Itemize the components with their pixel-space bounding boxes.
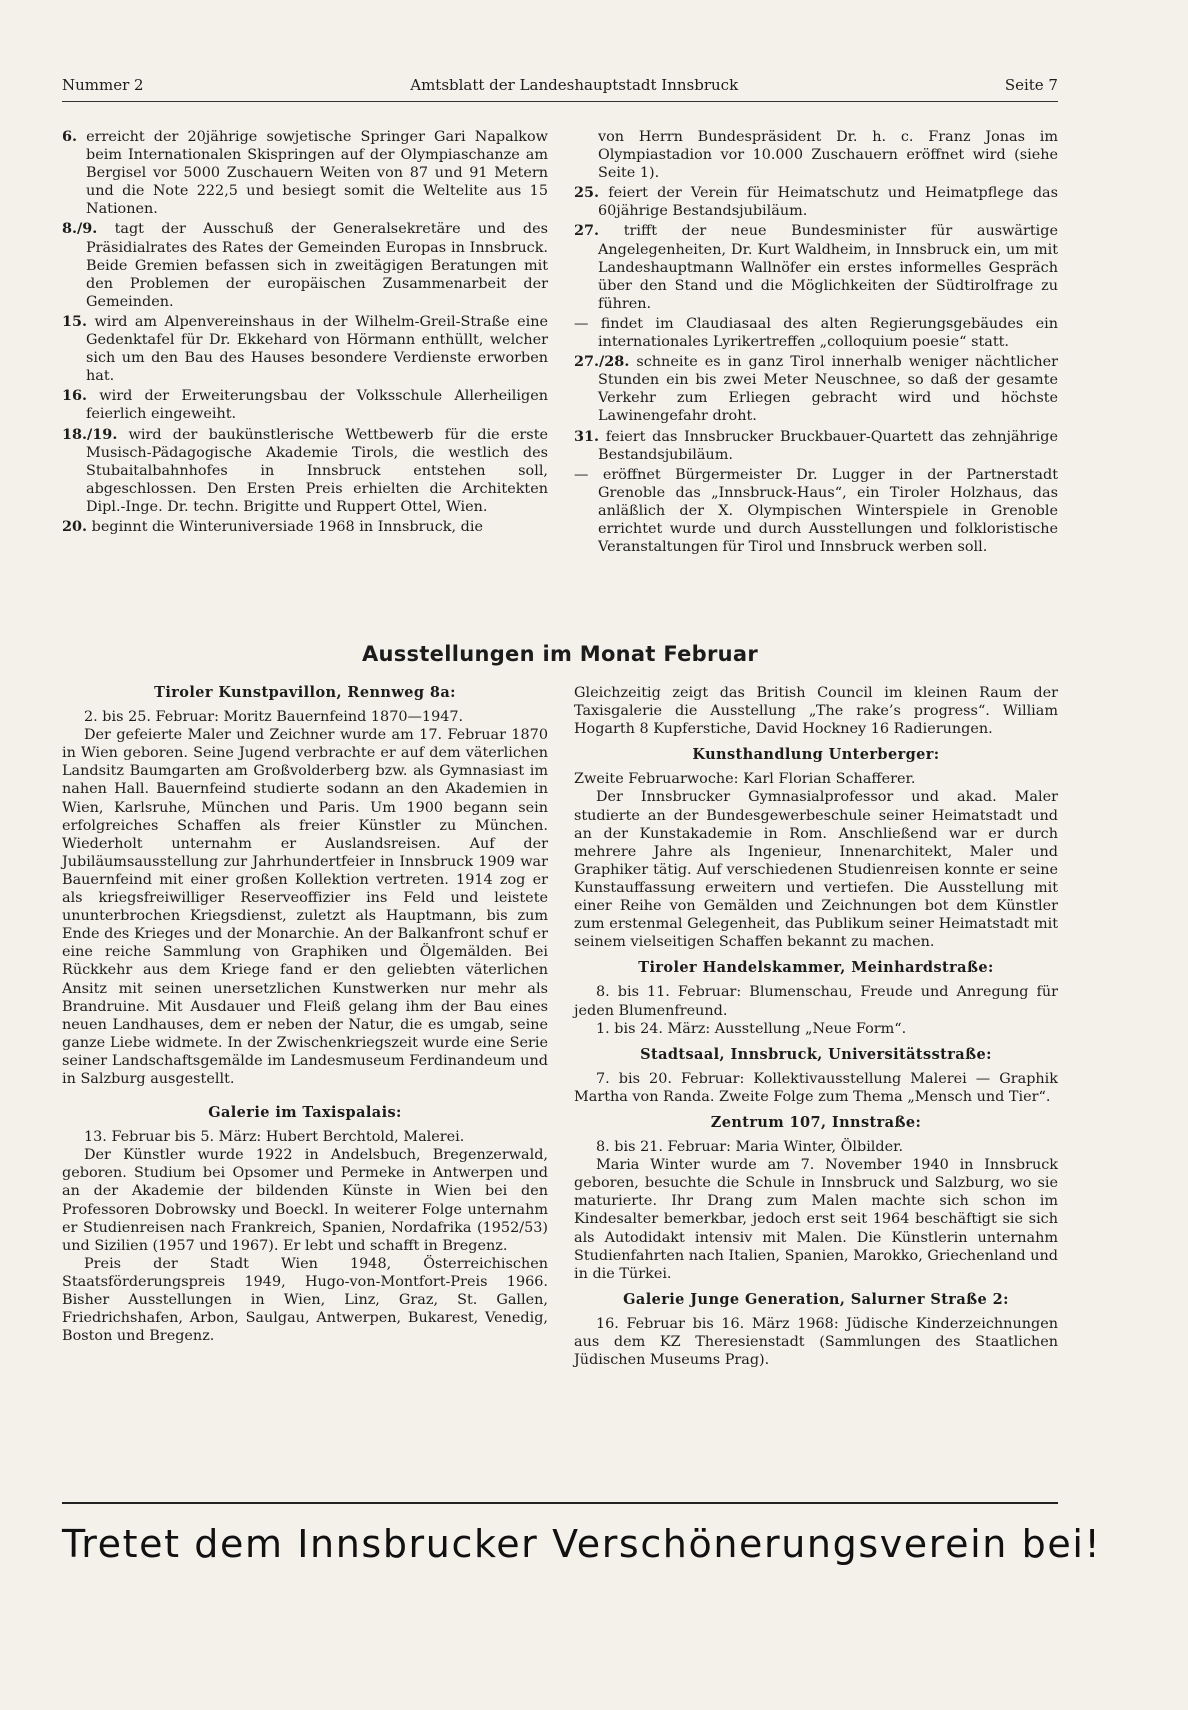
handelskammer-heading: Tiroler Handelskammer, Meinhardstraße:	[638, 959, 994, 977]
chronicle-entry-text: beginnt die Winteruniversiade 1968 in Innsbruck, die	[91, 518, 483, 535]
chronicle-entry	[62, 313, 548, 385]
taxispalais-heading: Galerie im Taxispalais:	[208, 1104, 402, 1122]
stadtsaal-heading: Stadtsaal, Innsbruck, Universitätsstraße:	[640, 1045, 992, 1063]
chronicle-right-column	[574, 128, 1058, 558]
zentrum-dates: 8. bis 21. Februar: Maria Winter, Ölbilder.	[596, 1139, 904, 1156]
chronicle-entry	[574, 315, 1058, 351]
taxispalais-text-1: Der Künstler wurde 1922 in Andelsbuch, Bregenzerwald, geboren. Studium bei Opsomer und Permeke in Antwerpen und an der Akademie der bildenden Künste in Wien bei den Professoren Dobrowsky und Boeckl. In weiterer Folge unternahm er Studienreisen nach Frankreich, Spanien, Nordafrika (1952/53) und Sizilien (1957 und 1967). Er lebt und schafft in Bregenz.	[62, 1147, 548, 1254]
chronicle-entry-text: trifft der neue Bundesminister für auswärtige Angelegenheiten, Dr. Kurt Waldheim, in Innsbruck ein, um mit Landeshauptmann Wallnöfer ein erstes informelles Gespräch über den Stand und die Möglichkeiten der Südtirolfrage zu führen.	[598, 223, 1058, 312]
chronicle-entry-date: 31.	[574, 427, 600, 445]
junge-generation-text: 16. Februar bis 16. März 1968: Jüdische Kinderzeichnungen aus dem KZ Theresienstadt (Sammlungen des Staatlichen Jüdischen Museums Prag).	[574, 1315, 1058, 1369]
chronicle-entry-date: 27./28.	[574, 353, 630, 371]
exhibitions-heading: Ausstellungen im Monat Februar	[361, 642, 759, 666]
kunstpavillon-text: Der gefeierte Maler und Zeichner wurde am 17. Februar 1870 in Wien geboren. Seine Jugend verbrachte er auf dem väterlichen Landsitz Baumgarten am Großvolderberg bzw. als Gymnasiast im nahen Hall. Bauernfeind studierte sodann an den Akademien in Wien, Karlsruhe, München und Paris. Um 1900 begann sein erfolgreiches Schaffen als freier Künstler zu München. Wiederholt unternahm er Auslandsreisen. Auf der Jubiläumsausstellung zur Jahrhundertfeier in Innsbruck 1909 war Bauernfeind mit einer großen Kollektion vertreten. 1914 zog er als kriegsfreiwilliger Reserveoffizier ins Feld und leistete ununterbrochen Kriegsdienst, zuletzt als Hauptmann, bis zum Ende des Krieges und der Monarchie. An der Balkanfront schuf er eine reiche Sammlung von Graphiken und Ölgemälden. Bei Rückkehr aus dem Kriege fand er den geliebten väterlichen Ansitz mit seinen unersetzlichen Kunstwerken nur mehr als Brandruine. Mit Ausdauer und Fleiß gelang ihm der Bau eines neuen Landhauses, dem er neben der Natur, die es umgab, seine ganze Liebe widmete. In der Zwischenkriegszeit wurde eine Serie seiner Landschaftsgemälde im Landesmuseum Ferdinandeum und in Salzburg ausgestellt.	[62, 727, 548, 1087]
chronicle-entry	[574, 128, 1058, 182]
slogan: Tretet dem Innsbrucker Verschönerungsverein bei!	[62, 1522, 1102, 1566]
chronicle-entry	[62, 426, 548, 516]
chronicle-entry-text: wird der Erweiterungsbau der Volksschule Allerheiligen feierlich eingeweiht.	[86, 388, 548, 423]
chronicle-entry-date: —	[574, 315, 589, 332]
chronicle-entry-date: 18./19.	[62, 425, 118, 443]
unterberger-dates: Zweite Februarwoche: Karl Florian Schafferer.	[574, 771, 916, 788]
exhibitions-right-column	[574, 684, 1058, 1369]
chronicle-entry-text: von Herrn Bundespräsident Dr. h. c. Franz Jonas im Olympiastadion vor 10.000 Zuschauern eröffnet wird (siehe Seite 1).	[598, 129, 1058, 182]
chronicle-entry	[62, 387, 548, 423]
chronicle-entry-text: feiert der Verein für Heimatschutz und Heimatpflege das 60jährige Bestandsjubiläum.	[598, 185, 1058, 220]
kunstpavillon-dates: 2. bis 25. Februar: Moritz Bauernfeind 1870—1947.	[84, 709, 464, 726]
chronicle-entry-text: wird der baukünstlerische Wettbewerb für die erste Musisch-Pädagogische Akademie Tirols, die westlich des Stubaitalbahnhofes in Innsbruck entstehen soll, abgeschlossen. Den Ersten Preis erhielten die Architekten Dipl.-Inge. Dr. techn. Brigitte und Ruppert Ottel, Wien.	[86, 426, 548, 515]
junge-generation-heading: Galerie Junge Generation, Salurner Straße 2:	[623, 1290, 1009, 1308]
zentrum-text: Maria Winter wurde am 7. November 1940 in Innsbruck geboren, besuchte die Schule in Innsbruck und Salzburg, wo sie maturierte. Ihr Drang zum Malen machte sich schon im Kindesalter bemerkbar, jedoch erst seit 1964 beschäftigt sie sich als Autodidakt intensiv mit Malen. Die Künstlerin unternahm Studienfahrten nach Italien, Spanien, Marokko, Griechenland und in die Türkei.	[574, 1157, 1058, 1282]
taxispalais-text-2: Preis der Stadt Wien 1948, Österreichischen Staatsförderungspreis 1949, Hugo-von-Montfort-Preis 1966. Bisher Ausstellungen in Wien, Linz, Graz, St. Gallen, Friedrichshafen, Arbon, Saulgau, Antwerpen, Bukarest, Venedig, Boston und Bregenz.	[62, 1255, 548, 1345]
page-header	[62, 76, 1058, 98]
chronicle-entry	[62, 128, 548, 218]
exhibitions-left-column	[62, 684, 548, 1345]
chronicle-entry-date: 16.	[62, 387, 88, 405]
chronicle-entry-date: 8./9.	[62, 220, 98, 238]
chronicle-entry-text: findet im Claudiasaal des alten Regierungsgebäudes ein internationales Lyrikertreffen „colloquium poesie“ statt.	[598, 315, 1059, 351]
page-number: Seite 7	[1004, 76, 1058, 94]
bottom-rule	[62, 1502, 1058, 1504]
kunstpavillon-heading: Tiroler Kunstpavillon, Rennweg 8a:	[154, 684, 456, 701]
chronicle-entry	[62, 518, 548, 536]
issue-number: Nummer 2	[62, 76, 144, 94]
handelskammer-line-1: 8. bis 11. Februar: Blumenschau, Freude und Anregung für jeden Blumenfreund.	[574, 984, 1058, 1019]
chronicle-entry	[574, 184, 1058, 220]
chronicle-entry-date: 6.	[62, 128, 78, 145]
chronicle-entry-date: —	[574, 466, 589, 483]
chronicle-entry-text: tagt der Ausschuß der Generalsekretäre und des Präsidialrates des Rates der Gemeinden Europas in Innsbruck. Beide Gremien befassen sich in zweitägigen Beratungen mit den Problemen der europäischen Zusammenarbeit der Gemeinden.	[86, 221, 549, 310]
chronicle-entry	[574, 353, 1058, 425]
unterberger-heading: Kunsthandlung Unterberger:	[692, 746, 940, 764]
unterberger-text: Der Innsbrucker Gymnasialprofessor und akad. Maler studierte an der Bundesgewerbeschule seiner Heimatstadt und an der Kunstakademie in Rom. Anschließend war er durch mehrere Jahre als Ingenieur, Innenarchitekt, Maler und Graphiker tätig. Auf verschiedenen Studienreisen konnte er seine Kunstauffassung erweitern und vertiefen. Die Ausstellung mit einer Reihe von Gemälden und Zeichnungen bot dem Künstler zum erstenmal Gelegenheit, das Publikum seiner Heimatstadt mit seinem vielseitigen Schaffen bekannt zu machen.	[574, 789, 1058, 951]
taxispalais-dates: 13. Februar bis 5. März: Hubert Berchtold, Malerei.	[84, 1129, 465, 1146]
chronicle-entry	[574, 466, 1058, 556]
publication-title: Amtsblatt der Landeshauptstadt Innsbruck	[410, 76, 739, 94]
chronicle-left-column	[62, 128, 548, 538]
header-rule	[62, 101, 1058, 102]
chronicle-entry	[62, 220, 548, 310]
chronicle-entry-date: 25.	[574, 184, 600, 202]
handelskammer-line-2: 1. bis 24. März: Ausstellung „Neue Form“.	[596, 1020, 907, 1037]
british-council-text: Gleichzeitig zeigt das British Council im kleinen Raum der Taxisgalerie die Ausstellung „The rake’s progress“. William Hogarth 8 Kupferstiche, David Hockney 16 Radierungen.	[574, 685, 1058, 738]
chronicle-entry-text: feiert das Innsbrucker Bruckbauer-Quartett das zehnjährige Bestandsjubiläum.	[598, 428, 1058, 463]
chronicle-entry-date: 27.	[574, 222, 600, 240]
zentrum-heading: Zentrum 107, Innstraße:	[710, 1113, 922, 1131]
chronicle-entry-text: wird am Alpenvereinshaus in der Wilhelm-Greil-Straße eine Gedenktafel für Dr. Ekkehard von Hörmann enthüllt, welcher sich um den Bau des Hauses besondere Verdienste erworben hat.	[86, 313, 548, 385]
stadtsaal-text: 7. bis 20. Februar: Kollektivausstellung Malerei — Graphik Martha von Randa. Zweite Folge zum Thema „Mensch und Tier“.	[574, 1070, 1058, 1105]
chronicle-entry	[574, 222, 1058, 312]
chronicle-entry	[574, 428, 1058, 464]
chronicle-entry-text: schneite es in ganz Tirol innerhalb weniger nächtlicher Stunden ein bis zwei Meter Neuschnee, so daß der gesamte Verkehr zum Erliegen gebracht wird und höchste Lawinengefahr droht.	[598, 354, 1058, 425]
chronicle-entry-text: erreicht der 20jährige sowjetische Springer Gari Napalkow beim Internationalen Skispringen auf der Olympiaschanze am Bergisel vor 5000 Zuschauern Weiten von 87 und 91 Metern und die Note 222,5 und besiegt somit die Weltelite aus 15 Nationen.	[86, 129, 548, 218]
chronicle-entry-date: 15.	[62, 312, 88, 330]
chronicle-entry-text: eröffnet Bürgermeister Dr. Lugger in der Partnerstadt Grenoble das „Innsbruck-Haus“, ein Tiroler Holzhaus, das anläßlich der X. Olympischen Winterspiele in Grenoble errichtet wurde und durch Ausstellungen und folkloristische Veranstaltungen für Tirol und Innsbruck werben soll.	[598, 466, 1059, 556]
chronicle-entry-date: 20.	[62, 517, 88, 535]
